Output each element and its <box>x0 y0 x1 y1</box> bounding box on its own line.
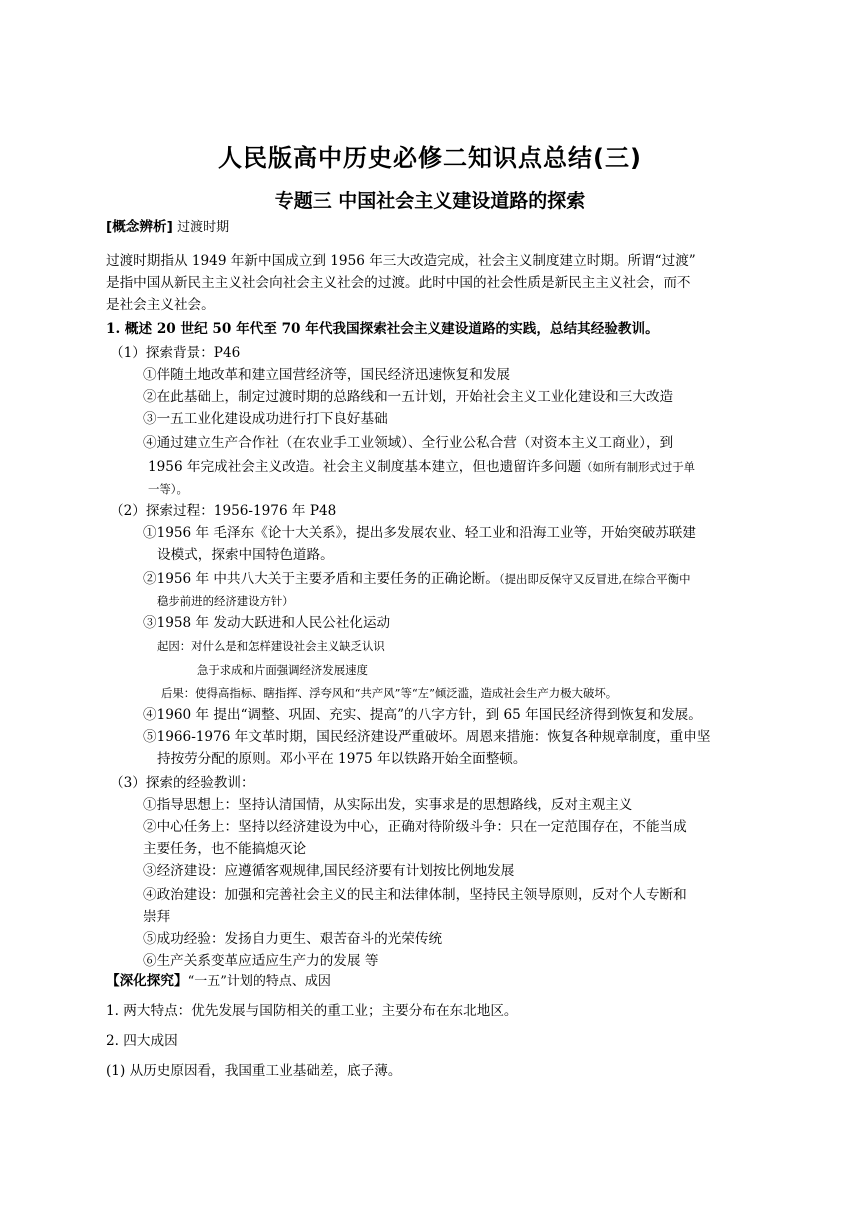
lesson-item: ⑤成功经验：发扬自力更生、艰苦奋斗的光荣传统 <box>143 931 443 947</box>
background-item: ③一五工业化建设成功进行打下良好基础 <box>143 411 388 427</box>
lesson-item: ⑥生产关系变革应适应生产力的发展 等 <box>143 953 379 969</box>
deep-topic: “一五”计划的特点、成因 <box>187 974 331 989</box>
lesson-item: ③经济建设：应遵循客观规律,国民经济要有计划按比例地发展 <box>143 863 515 879</box>
process-note-continued: 稳步前进的经济建设方针） <box>157 594 294 608</box>
concept-heading <box>106 216 760 239</box>
process-heading: （2）探索过程：1956-1976 年 P48 <box>110 503 337 519</box>
process-item-continued: 设模式，探索中国特色道路。 <box>157 547 334 563</box>
concept-line: 是指中国从新民主主义社会向社会主义社会的过渡。此时中国的社会性质是新民主主义社会，而不 <box>106 275 691 291</box>
process-item: ②1956 年 中共八大关于主要矛盾和主要任务的正确论断。（提出即反保守又反冒进,在综合平衡中 <box>143 571 691 587</box>
deep-heading <box>106 970 760 993</box>
background-item: ④通过建立生产合作社（在农业手工业领域）、全行业公私合营（对资本主义工商业），到 <box>143 435 674 451</box>
lesson-item-continued: 主要任务，也不能搞熄灭论 <box>143 841 307 857</box>
process-item: ③1958 年 发动大跃进和人民公社化运动 <box>143 615 391 631</box>
question-1-heading: 1. 概述 20 世纪 50 年代至 70 年代我国探索社会主义建设道路的实践，总结其经验教训。 <box>106 321 659 337</box>
background-heading: （1）探索背景：P46 <box>110 345 241 361</box>
lesson-item: ④政治建设：加强和完善社会主义的民主和法律体制，坚持民主领导原则，反对个人专断和 <box>143 887 687 903</box>
lessons-heading: （3）探索的经验教训： <box>110 775 255 791</box>
process-cause: 起因：对什么是和怎样建设社会主义缺乏认识 <box>157 639 385 653</box>
background-note: （如所有制形式过于单 <box>581 460 696 474</box>
deep-tag: 【深化探究】 <box>106 973 188 989</box>
process-cause-continued: 急于求成和片面强调经济发展速度 <box>197 663 368 677</box>
document-title: 人民版高中历史必修二知识点总结(三) <box>218 144 642 172</box>
concept-tag: [概念辨析] <box>106 219 173 235</box>
process-item: ①1956 年 毛泽东《论十大关系》，提出多发展农业、轻工业和沿海工业等，开始突破苏联建 <box>143 525 696 541</box>
concept-line: 是社会主义社会。 <box>106 297 215 313</box>
lesson-item: ②中心任务上：坚持以经济建设为中心，正确对待阶级斗争：只在一定范围存在，不能当成 <box>143 819 687 835</box>
background-item: ①伴随土地改革和建立国营经济等，国民经济迅速恢复和发展 <box>143 367 511 383</box>
process-result: 后果：使得高指标、瞎指挥、浮夸风和“共产风”等“左”倾泛滥，造成社会生产力极大破坏。 <box>161 686 618 700</box>
background-note-continued: 一等）。 <box>148 482 188 496</box>
background-item: ②在此基础上，制定过渡时期的总路线和一五计划，开始社会主义工业化建设和三大改造 <box>143 389 674 405</box>
deep-paragraph: 2. 四大成因 <box>106 1033 178 1049</box>
process-item-continued: 持按劳分配的原则。邓小平在 1975 年以铁路开始全面整顿。 <box>157 751 527 767</box>
deep-paragraph: (1) 从历史原因看，我国重工业基础差，底子薄。 <box>106 1063 402 1079</box>
concept-line: 过渡时期指从 1949 年新中国成立到 1956 年三大改造完成，社会主义制度建立时期。所谓“过渡” <box>106 253 696 269</box>
lesson-item-continued: 崇拜 <box>143 909 171 925</box>
process-item: ⑤1966-1976 年文革时期，国民经济建设严重破坏。周恩来措施：恢复各种规章制度，重申坚 <box>143 729 711 745</box>
lesson-item: ①指导思想上：坚持认清国情，从实际出发，实事求是的思想路线，反对主观主义 <box>143 797 633 813</box>
background-item-continued: 1956 年完成社会主义改造。社会主义制度基本建立，但也遗留许多问题（如所有制形式过于单 <box>148 459 696 475</box>
concept-topic: 过渡时期 <box>177 220 230 235</box>
deep-paragraph: 1. 两大特点：优先发展与国防相关的重工业；主要分布在东北地区。 <box>106 1003 518 1019</box>
process-item: ④1960 年 提出“调整、巩固、充实、提高”的八字方针，到 65 年国民经济得到恢复和发展。 <box>143 707 702 723</box>
process-note: （提出即反保守又反冒进,在综合平衡中 <box>498 572 691 586</box>
document-subtitle: 专题三 中国社会主义建设道路的探索 <box>274 190 586 212</box>
